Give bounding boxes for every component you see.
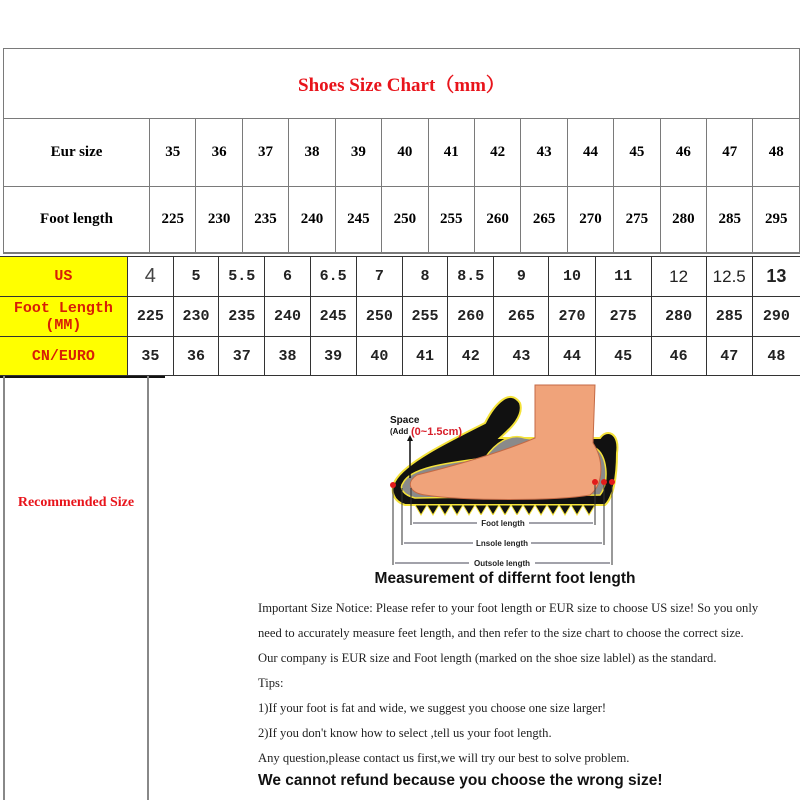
cell: 35 [150,119,196,186]
cell: 12 [652,257,707,296]
cell: 40 [382,119,428,186]
svg-text:Space: Space [390,415,420,426]
cell: 46 [661,119,707,186]
cell: 285 [707,297,753,336]
cell: 48 [767,347,786,365]
cell: 46 [652,337,707,375]
cell: 44 [568,119,614,186]
cell: 40 [357,337,403,375]
cell: 240 [265,297,310,336]
cell: 245 [336,187,382,252]
cell: 41 [429,119,475,186]
cell: 9 [494,257,549,296]
chart-title: Shoes Size Chart（mm） [3,48,800,118]
size-notes [258,599,800,774]
cell: 255 [429,187,475,252]
diagram-caption: Measurement of differnt foot length [374,570,636,587]
eur-size-row [3,118,800,186]
cell: 260 [475,187,521,252]
cell: 43 [494,337,549,375]
cell: 280 [661,187,707,252]
row-label: Foot length [4,187,150,252]
note-line: Important Size Notice: Please refer to your foot length or EUR size to choose US size! So you only [258,601,759,615]
recommended-size-label: Recommended Size [17,495,135,510]
svg-text:Outsole length: Outsole length [474,559,530,568]
cell: 265 [494,297,549,336]
cell: 225 [128,297,174,336]
cell: 5.5 [219,257,265,296]
cell: 48 [768,144,784,160]
cell: 42 [475,119,521,186]
cell: 235 [243,187,289,252]
cell: 10 [549,257,595,296]
cell: 6.5 [311,257,357,296]
cell: 280 [652,297,707,336]
cell: 270 [549,297,595,336]
note-line: 2)If you don't know how to select ,tell us your foot length. [258,726,552,740]
cell: 250 [357,297,403,336]
cell: 8.5 [448,257,494,296]
note-line: 1)If your foot is fat and wide, we suggest you choose one size larger! [258,701,607,715]
cell: 41 [403,337,448,375]
cell: 8 [403,257,448,296]
foot-illustration-icon [385,383,625,573]
cell: 7 [357,257,403,296]
cell: 265 [521,187,567,252]
cell: 44 [549,337,595,375]
cell: 275 [614,187,660,252]
cell: 43 [521,119,567,186]
svg-text:(Add: (Add [390,427,409,436]
cell: 47 [707,119,753,186]
cell: 36 [174,337,219,375]
note-line: need to accurately measure feet length, and then refer to the size chart to choose the correct size. [258,626,744,640]
cell: 35 [128,337,174,375]
cell: 240 [289,187,335,252]
cell: 42 [448,337,494,375]
cell: 225 [150,187,196,252]
row-label: US [0,257,128,296]
us-size-row [0,256,800,296]
note-line: Our company is EUR size and Foot length (marked on the shoe size lablel) as the standard. [258,651,717,665]
cell: 12.5 [707,257,753,296]
cell: 290 [762,308,790,325]
svg-text:Lnsole length: Lnsole length [476,539,528,548]
cell: 38 [265,337,310,375]
cell: 47 [707,337,753,375]
row-label: CN/EURO [0,337,128,375]
cell: 255 [403,297,448,336]
cell: 260 [448,297,494,336]
cell: 39 [311,337,357,375]
cell: 13 [766,266,787,286]
refund-notice: We cannot refund because you choose the wrong size! [258,772,663,789]
cell: 285 [707,187,753,252]
foot-length-mm-row [0,296,800,336]
cell: 5 [174,257,219,296]
cell: 6 [265,257,310,296]
note-line: Any question,please contact us first,we will try our best to solve problem. [258,751,630,765]
foot-length-row [3,186,800,254]
cn-euro-row [0,336,800,376]
cell: 275 [596,297,652,336]
cell: 270 [568,187,614,252]
note-line: Tips: [258,676,284,690]
cell: 39 [336,119,382,186]
row-label: Eur size [4,119,150,186]
cell: 11 [596,257,652,296]
svg-text:Foot length: Foot length [481,519,525,528]
cell: 45 [614,119,660,186]
cell: 4 [128,257,174,296]
svg-text:(0~1.5cm): (0~1.5cm) [411,426,463,438]
column-divider [147,376,149,800]
cell: 38 [289,119,335,186]
cell: 230 [196,187,242,252]
cell: 250 [382,187,428,252]
cell: 37 [219,337,265,375]
cell: 36 [196,119,242,186]
cell: 230 [174,297,219,336]
cell: 45 [596,337,652,375]
row-label: Foot Length (MM) [0,297,128,336]
cell: 37 [243,119,289,186]
foot-measurement-diagram [385,383,625,573]
cell: 235 [219,297,265,336]
cell: 295 [764,211,788,227]
cell: 245 [311,297,357,336]
